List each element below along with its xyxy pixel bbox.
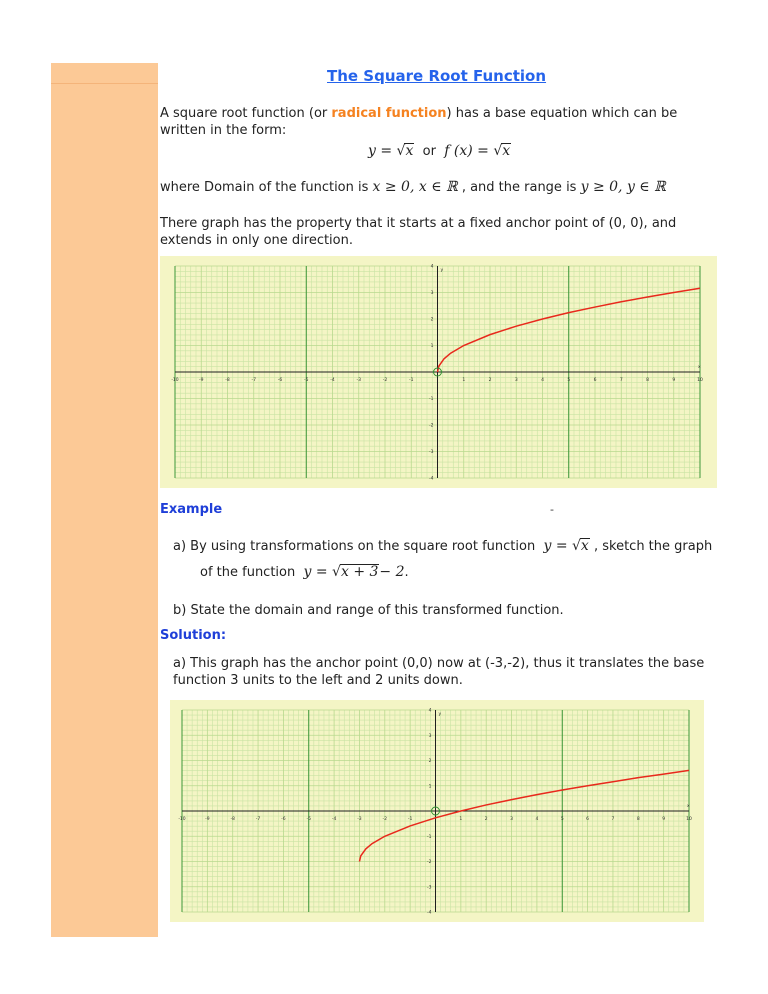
page-title: The Square Root Function bbox=[327, 67, 547, 85]
x-tick-label: -7 bbox=[255, 817, 261, 822]
x-tick-label: 6 bbox=[586, 817, 590, 822]
example-a-radicand2: x + 3 bbox=[340, 564, 379, 580]
radical-sign-icon: √ bbox=[572, 538, 581, 554]
x-tick-label: -5 bbox=[304, 378, 309, 383]
chart-transformed bbox=[170, 700, 704, 922]
example-a-line2-text: of the function bbox=[200, 565, 296, 580]
x-axis-label: x bbox=[698, 365, 701, 370]
domain-text: where Domain of the function is bbox=[160, 180, 369, 195]
base-equation bbox=[368, 143, 668, 160]
x-tick-label: 9 bbox=[672, 378, 676, 383]
stray-dash: - bbox=[550, 503, 554, 516]
radical-sign-icon: √ bbox=[493, 143, 503, 159]
sidebar-decoration bbox=[51, 63, 158, 937]
x-tick-label: -6 bbox=[281, 817, 286, 822]
y-tick-label: -4 bbox=[427, 910, 432, 916]
x-tick-label: -4 bbox=[330, 378, 335, 383]
x-tick-label: -8 bbox=[225, 378, 230, 383]
y-tick-label: 3 bbox=[428, 733, 432, 739]
example-a-fn: y = bbox=[543, 538, 572, 554]
y-tick-label: -1 bbox=[427, 834, 432, 840]
y-tick-label: -3 bbox=[427, 885, 432, 891]
x-tick-label: 2 bbox=[484, 817, 488, 822]
x-tick-label: -5 bbox=[306, 817, 311, 822]
graph-transformed bbox=[170, 700, 704, 922]
range-text: , and the range is bbox=[461, 180, 577, 195]
solution-part-a: a) This graph has the anchor point (0,0) now at (-3,-2), thus it translates the base function 3 units to the left and 2 units down. bbox=[173, 656, 705, 688]
property-paragraph: There graph has the property that it starts at a fixed anchor point of (0, 0), and extends in only one direction. bbox=[160, 216, 677, 248]
x-tick-label: 10 bbox=[697, 378, 703, 383]
x-tick-label: 8 bbox=[646, 378, 649, 383]
x-tick-label: 5 bbox=[560, 817, 564, 822]
x-tick-label: -8 bbox=[230, 817, 235, 822]
y-tick-label: -3 bbox=[429, 450, 434, 455]
example-part-a-line2 bbox=[200, 564, 700, 581]
x-tick-label: 6 bbox=[593, 378, 597, 383]
x-tick-label: -10 bbox=[171, 378, 179, 383]
intro-text-pre: A square root function (or bbox=[160, 106, 332, 121]
y-tick-label: -2 bbox=[427, 860, 432, 865]
x-tick-label: -3 bbox=[356, 378, 361, 383]
example-a-radicand: x bbox=[580, 538, 589, 554]
x-tick-label: -2 bbox=[382, 817, 388, 822]
y-tick-label: 2 bbox=[430, 317, 434, 323]
equation-lhs-1: y = bbox=[368, 143, 397, 159]
example-part-b: b) State the domain and range of this transformed function. bbox=[173, 603, 564, 618]
equation-or: or bbox=[422, 144, 436, 159]
y-tick-label: -4 bbox=[429, 476, 434, 482]
example-a-text: a) By using transformations on the square root function bbox=[173, 539, 536, 554]
x-tick-label: 2 bbox=[488, 378, 492, 383]
example-part-a bbox=[173, 538, 713, 555]
x-tick-label: -3 bbox=[357, 817, 362, 822]
sidebar-band bbox=[51, 63, 158, 84]
y-tick-label: -2 bbox=[429, 423, 434, 429]
x-tick-label: 8 bbox=[636, 817, 640, 822]
y-axis-label: y bbox=[440, 268, 444, 273]
example-heading: Example bbox=[160, 502, 223, 517]
x-tick-label: 10 bbox=[686, 817, 692, 822]
intro-paragraph bbox=[160, 105, 720, 139]
equation-lhs-2: f (x) = bbox=[444, 143, 494, 159]
x-tick-label: 7 bbox=[611, 817, 615, 822]
y-tick-label: 4 bbox=[428, 708, 432, 714]
solution-heading: Solution: bbox=[160, 628, 227, 643]
x-tick-label: -4 bbox=[331, 817, 337, 822]
domain-expression: x ≥ 0, x ∈ ℝ bbox=[372, 179, 458, 195]
range-expression: y ≥ 0, y ∈ ℝ bbox=[580, 179, 666, 195]
y-tick-label: 1 bbox=[430, 344, 434, 349]
x-tick-label: 4 bbox=[541, 378, 544, 383]
example-a-fn2-post: − 2 bbox=[379, 564, 405, 580]
x-tick-label: -6 bbox=[277, 378, 283, 383]
x-tick-label: -2 bbox=[382, 378, 388, 383]
y-tick-label: 3 bbox=[430, 291, 434, 296]
chart-sqrt-x bbox=[160, 256, 717, 488]
example-a-fn2: y = bbox=[303, 564, 333, 580]
domain-range-line bbox=[160, 179, 720, 196]
y-tick-label: -1 bbox=[429, 397, 434, 402]
x-tick-label: 1 bbox=[459, 817, 463, 822]
x-axis-label: x bbox=[687, 804, 690, 809]
y-tick-label: 1 bbox=[428, 784, 432, 790]
x-tick-label: -10 bbox=[178, 817, 186, 822]
example-a-end: . bbox=[404, 565, 409, 580]
graph-sqrt-x bbox=[160, 256, 717, 488]
x-tick-label: -1 bbox=[407, 817, 413, 822]
radical-sign-icon: √ bbox=[396, 143, 406, 159]
intro-text-post: ) has a base equation which can be written in the form: bbox=[160, 106, 678, 138]
x-tick-label: -9 bbox=[205, 817, 210, 822]
x-tick-label: 1 bbox=[462, 378, 466, 383]
x-tick-label: 9 bbox=[662, 817, 666, 822]
x-tick-label: -1 bbox=[409, 378, 414, 383]
x-tick-label: 4 bbox=[535, 817, 539, 822]
x-tick-label: -9 bbox=[199, 378, 204, 383]
x-tick-label: 3 bbox=[514, 378, 518, 383]
y-axis-label: y bbox=[438, 712, 442, 717]
radical-sign-icon: √ bbox=[332, 564, 341, 580]
x-tick-label: 5 bbox=[567, 378, 571, 383]
equation-radicand-1: x bbox=[405, 143, 414, 159]
radical-function-term: radical function bbox=[331, 106, 447, 121]
x-tick-label: 7 bbox=[619, 378, 623, 383]
y-tick-label: 4 bbox=[430, 264, 434, 270]
x-tick-label: -7 bbox=[251, 378, 256, 383]
y-tick-label: 2 bbox=[428, 759, 432, 764]
example-a-post: , sketch the graph bbox=[593, 539, 713, 554]
equation-radicand-2: x bbox=[502, 143, 511, 159]
x-tick-label: 3 bbox=[510, 817, 513, 822]
